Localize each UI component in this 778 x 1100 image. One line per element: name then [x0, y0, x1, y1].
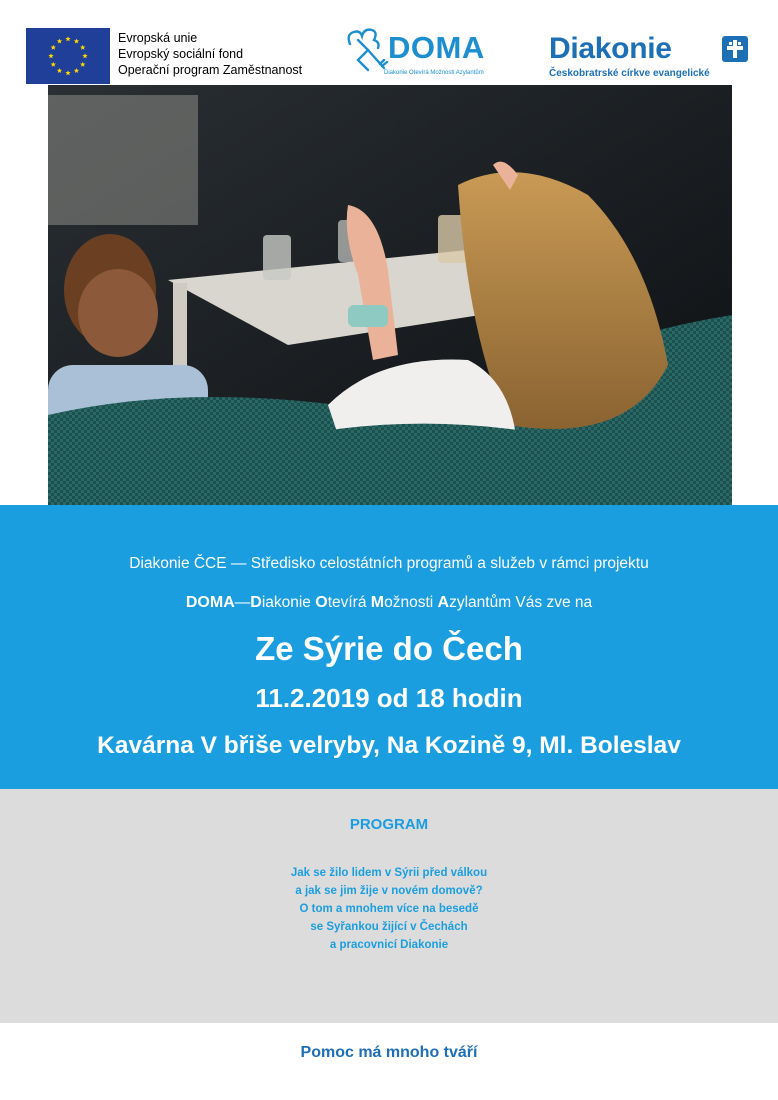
eu-star — [82, 53, 87, 58]
footer-slogan: Pomoc má mnoho tváří — [300, 1044, 478, 1061]
acronym-initial: O — [315, 594, 328, 611]
program-line: Jak se žilo lidem v Sýrii před válkou — [290, 867, 488, 879]
intro-text: Diakonie ČCE — Středisko celostátních programů a služeb v rámci projektu — [129, 555, 649, 572]
event-place: Kavárna V břiše velryby, Na Kozině 9, Ml. Boleslav — [97, 732, 681, 759]
eu-star — [57, 38, 62, 43]
eu-star — [80, 45, 85, 50]
eu-star — [74, 38, 79, 43]
eu-line: Evropský sociální fond — [118, 47, 244, 61]
acronym-initial: D — [250, 594, 262, 611]
diakonie-logo-title: Diakonie — [549, 32, 672, 65]
eu-text — [118, 28, 302, 84]
eu-line: Operační program Zaměstnanost — [118, 63, 303, 77]
eu-star — [48, 53, 53, 58]
program-heading: PROGRAM — [349, 816, 429, 833]
acronym-rest: tevírá — [327, 594, 371, 611]
program-panel — [0, 789, 778, 1023]
doma-logo-subtitle: Diakonie Otevírá Možnosti Azylantům — [384, 70, 484, 76]
cross-icon — [722, 36, 748, 62]
eu-star — [65, 36, 70, 41]
event-photo — [48, 85, 732, 508]
program-line: se Syřankou žijící v Čechách — [310, 921, 468, 933]
eu-star — [80, 62, 85, 67]
eu-stars — [27, 29, 109, 83]
acronym-rest: ožnosti — [384, 594, 438, 611]
invitation-band — [0, 505, 778, 789]
event-date: 11.2.2019 od 18 hodin — [255, 683, 523, 713]
program-line: a jak se jim žije v novém domově? — [295, 885, 483, 897]
dash: — — [234, 594, 251, 611]
acronym-rest: iakonie — [261, 594, 316, 611]
program-line: a pracovnicí Diakonie — [329, 939, 449, 951]
invite-suffix: Vás zve na — [511, 594, 593, 611]
eu-line: Evropská unie — [118, 31, 198, 45]
doma-logo — [344, 20, 504, 82]
event-title: Ze Sýrie do Čech — [255, 630, 523, 667]
eu-star — [51, 45, 56, 50]
program-description — [0, 864, 778, 954]
diakonie-logo-subtitle: Českobratrské církve evangelické — [549, 68, 710, 79]
eu-star — [51, 62, 56, 67]
acronym-rest: zylantům — [449, 594, 512, 611]
acronym-initial: A — [437, 594, 450, 611]
diakonie-logo — [549, 34, 759, 82]
eu-star — [57, 68, 62, 73]
eu-logo — [26, 28, 302, 84]
eu-flag-icon — [26, 28, 110, 84]
acronym-initial: M — [370, 594, 385, 611]
doma-logo-title: DOMA — [388, 30, 485, 65]
eu-star — [74, 68, 79, 73]
program-line: O tom a mnohem více na besedě — [299, 903, 479, 915]
eu-star — [65, 70, 70, 75]
doma-acronym-line — [0, 594, 778, 612]
doma-prefix: DOMA — [185, 594, 235, 611]
